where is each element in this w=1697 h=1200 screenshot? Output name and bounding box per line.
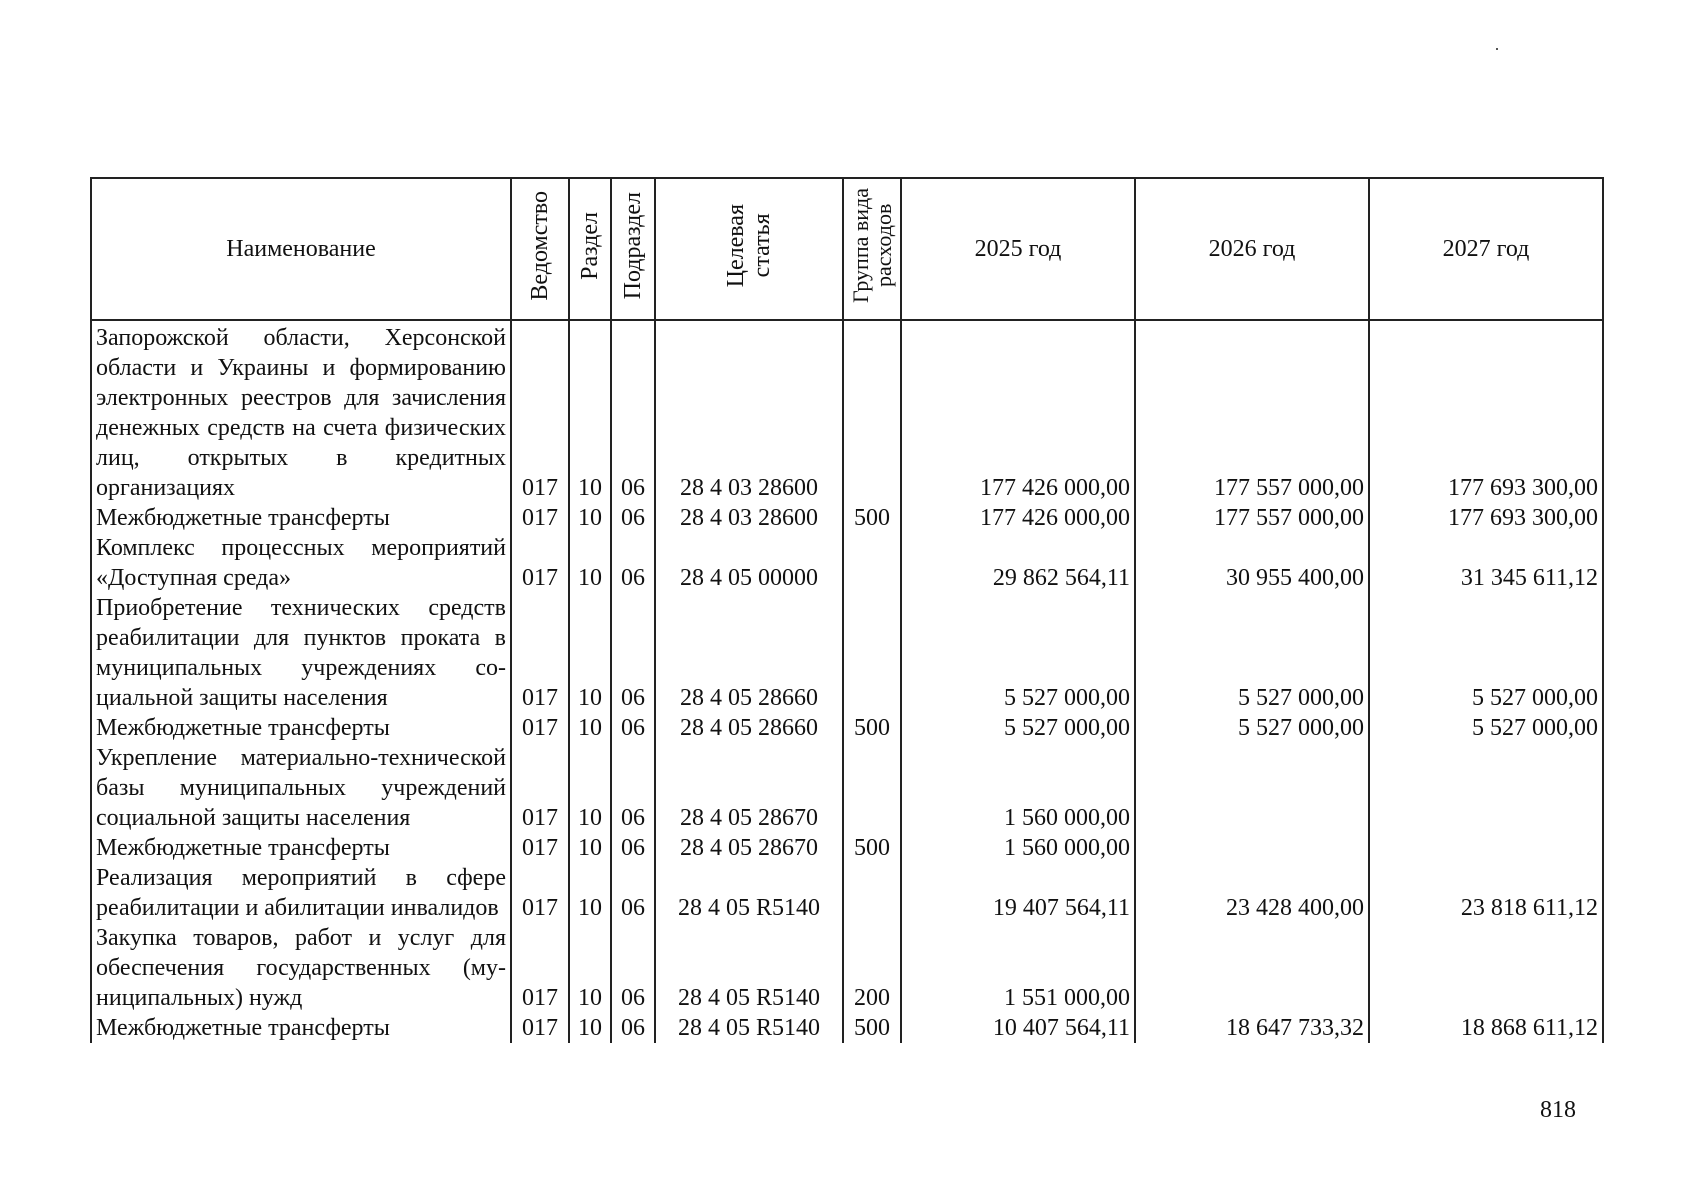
cell-2026: 177 557 000,00: [1135, 503, 1369, 533]
cell-name: Закупка товаров, работ и услуг для обеспечения государственных (муниципальных) нужд: [91, 923, 511, 1013]
cell-target-article: 28 4 03 28600: [655, 320, 843, 503]
cell-target-article: 28 4 05 R5140: [655, 863, 843, 923]
cell-department: 017: [511, 503, 569, 533]
cell-subsection: 06: [611, 593, 655, 713]
cell-section: 10: [569, 923, 611, 1013]
header-subsection: Подраздел: [611, 178, 655, 320]
cell-department: 017: [511, 593, 569, 713]
cell-expense-group: [843, 743, 901, 833]
header-section: Раздел: [569, 178, 611, 320]
cell-section: 10: [569, 1013, 611, 1043]
cell-expense-group: [843, 593, 901, 713]
cell-section: 10: [569, 320, 611, 503]
cell-subsection: 06: [611, 863, 655, 923]
table-row: [91, 1013, 1603, 1043]
cell-name: Укрепление материально-технической базы муниципальных учреждений социальной защиты населения: [91, 743, 511, 833]
cell-2027: 177 693 300,00: [1369, 320, 1603, 503]
cell-name: Межбюджетные трансферты: [91, 713, 511, 743]
cell-name: Межбюджетные трансферты: [91, 503, 511, 533]
cell-2025: 1 560 000,00: [901, 833, 1135, 863]
cell-name: Реализация мероприятий в сфере реабилитации и абилитации инвалидов: [91, 863, 511, 923]
cell-2025: 177 426 000,00: [901, 320, 1135, 503]
cell-2027: [1369, 833, 1603, 863]
cell-2027: 31 345 611,12: [1369, 533, 1603, 593]
table-row: [91, 503, 1603, 533]
cell-2026: 5 527 000,00: [1135, 713, 1369, 743]
table-header-row: [91, 178, 1603, 320]
header-department: Ведомство: [511, 178, 569, 320]
cell-section: 10: [569, 593, 611, 713]
cell-subsection: 06: [611, 533, 655, 593]
cell-expense-group: 500: [843, 503, 901, 533]
cell-target-article: 28 4 05 R5140: [655, 1013, 843, 1043]
cell-target-article: 28 4 05 R5140: [655, 923, 843, 1013]
cell-2026: 177 557 000,00: [1135, 320, 1369, 503]
cell-2025: 1 560 000,00: [901, 743, 1135, 833]
cell-2025: 5 527 000,00: [901, 713, 1135, 743]
cell-section: 10: [569, 743, 611, 833]
header-2025: 2025 год: [901, 178, 1135, 320]
table-row: [91, 833, 1603, 863]
cell-2027: 5 527 000,00: [1369, 593, 1603, 713]
cell-expense-group: 200: [843, 923, 901, 1013]
cell-2026: 30 955 400,00: [1135, 533, 1369, 593]
cell-target-article: 28 4 05 28660: [655, 713, 843, 743]
cell-department: 017: [511, 833, 569, 863]
cell-name: Межбюджетные трансферты: [91, 1013, 511, 1043]
header-expense-group: Группа вида расходов: [843, 178, 901, 320]
cell-target-article: 28 4 03 28600: [655, 503, 843, 533]
cell-2027: 18 868 611,12: [1369, 1013, 1603, 1043]
cell-department: 017: [511, 533, 569, 593]
cell-department: 017: [511, 320, 569, 503]
header-target-article: Целевая статья: [655, 178, 843, 320]
cell-expense-group: 500: [843, 713, 901, 743]
cell-2026: [1135, 833, 1369, 863]
cell-department: 017: [511, 713, 569, 743]
cell-2025: 29 862 564,11: [901, 533, 1135, 593]
cell-subsection: 06: [611, 923, 655, 1013]
page-number: 818: [1540, 1097, 1576, 1123]
cell-2026: 23 428 400,00: [1135, 863, 1369, 923]
cell-section: 10: [569, 503, 611, 533]
cell-2026: 5 527 000,00: [1135, 593, 1369, 713]
cell-expense-group: [843, 533, 901, 593]
cell-2026: [1135, 743, 1369, 833]
header-2027: 2027 год: [1369, 178, 1603, 320]
cell-expense-group: [843, 320, 901, 503]
table-row: [91, 533, 1603, 593]
cell-2027: [1369, 743, 1603, 833]
cell-subsection: 06: [611, 743, 655, 833]
cell-section: 10: [569, 713, 611, 743]
cell-name: Запорожской области, Херсонской области и Украины и формированию электронных реестров для зачисления денежных средств на счета физических лиц, открытых в кредитных организациях: [91, 320, 511, 503]
cell-2027: 5 527 000,00: [1369, 713, 1603, 743]
cell-name: Межбюджетные трансферты: [91, 833, 511, 863]
cell-target-article: 28 4 05 28670: [655, 743, 843, 833]
cell-expense-group: [843, 863, 901, 923]
table-row: [91, 863, 1603, 923]
cell-2027: 177 693 300,00: [1369, 503, 1603, 533]
cell-subsection: 06: [611, 713, 655, 743]
cell-2025: 5 527 000,00: [901, 593, 1135, 713]
cell-department: 017: [511, 863, 569, 923]
table-body: [91, 320, 1603, 1043]
table-row: [91, 743, 1603, 833]
table-row: [91, 593, 1603, 713]
cell-target-article: 28 4 05 00000: [655, 533, 843, 593]
table-row: [91, 320, 1603, 503]
header-name: Наименование: [91, 178, 511, 320]
cell-expense-group: 500: [843, 1013, 901, 1043]
cell-name: Комплекс процессных мероприятий «Доступная среда»: [91, 533, 511, 593]
cell-department: 017: [511, 1013, 569, 1043]
cell-target-article: 28 4 05 28670: [655, 833, 843, 863]
cell-2027: 23 818 611,12: [1369, 863, 1603, 923]
header-2026: 2026 год: [1135, 178, 1369, 320]
cell-target-article: 28 4 05 28660: [655, 593, 843, 713]
cell-subsection: 06: [611, 503, 655, 533]
cell-department: 017: [511, 743, 569, 833]
cell-name: Приобретение технических средств реабилитации для пунктов проката в муниципальных учреждениях социальной защиты населения: [91, 593, 511, 713]
cell-2026: 18 647 733,32: [1135, 1013, 1369, 1043]
cell-2027: [1369, 923, 1603, 1013]
cell-expense-group: 500: [843, 833, 901, 863]
budget-table: [90, 177, 1604, 1043]
cell-subsection: 06: [611, 833, 655, 863]
cell-2026: [1135, 923, 1369, 1013]
cell-section: 10: [569, 863, 611, 923]
cell-section: 10: [569, 533, 611, 593]
table-row: [91, 713, 1603, 743]
cell-2025: 177 426 000,00: [901, 503, 1135, 533]
cell-2025: 1 551 000,00: [901, 923, 1135, 1013]
scan-speck: [1496, 48, 1498, 50]
cell-2025: 19 407 564,11: [901, 863, 1135, 923]
cell-2025: 10 407 564,11: [901, 1013, 1135, 1043]
cell-subsection: 06: [611, 1013, 655, 1043]
cell-subsection: 06: [611, 320, 655, 503]
cell-department: 017: [511, 923, 569, 1013]
table-row: [91, 923, 1603, 1013]
cell-section: 10: [569, 833, 611, 863]
